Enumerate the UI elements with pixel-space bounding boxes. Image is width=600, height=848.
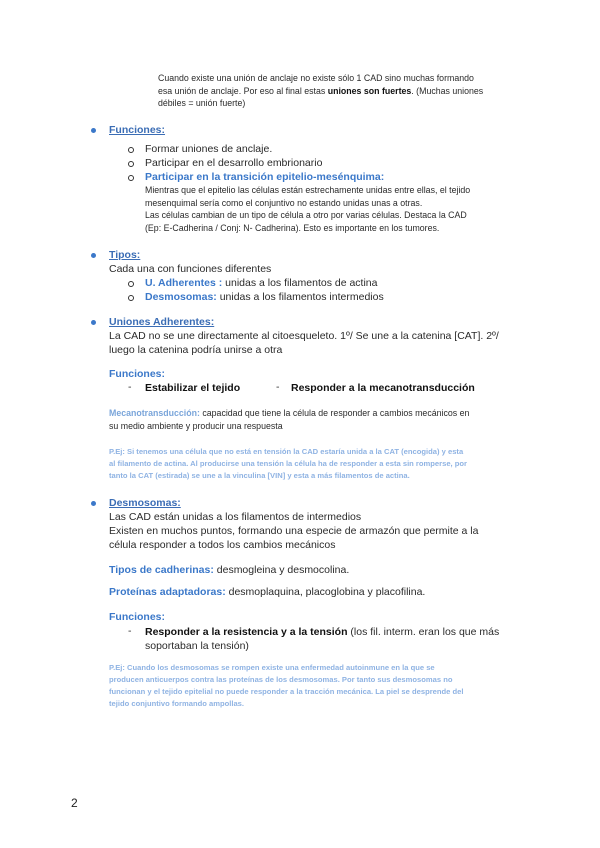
desmosomas-line-2: Existen en muchos puntos, formando una especie de armazón que permite a la: [109, 525, 479, 537]
example-line: tejido conjuntivo formando ampollas.: [109, 699, 245, 708]
dash-bullet: -: [128, 381, 132, 393]
desmosomas-paragraph: [109, 510, 549, 552]
cadherinas-label: Tipos de cadherinas:: [109, 564, 214, 576]
example-line: P.Ej: Cuando los desmosomas se rompen existe una enfermedad autoinmune en la que se: [109, 663, 435, 672]
intro-line-2: esa unión de anclaje. Por eso al final estas uniones son fuertes. (Muchas uniones: [158, 85, 484, 96]
intro-bold-text: uniones son fuertes: [327, 85, 412, 96]
intro-line-3: débiles = unión fuerte): [158, 98, 246, 108]
funciones-emt-title: Participar en la transición epitelio-mesénquima:: [145, 171, 385, 183]
funciones-heading: Funciones:: [109, 124, 166, 136]
adherentes-func-1: Estabilizar el tejido: [145, 382, 241, 394]
funciones-item-1: Formar uniones de anclaje.: [145, 143, 273, 155]
adherentes-funciones-heading: Funciones:: [109, 368, 166, 380]
mec-line-2: su medio ambiente y producir una respuesta: [109, 420, 283, 431]
proteinas-line: Proteínas adaptadoras: desmoplaquina, placoglobina y placofilina.: [109, 586, 426, 598]
emt-line: (Ep: E-Cadherina / Conj: N- Cadherina). Esto es importante en los tumores.: [145, 222, 440, 233]
desmosomas-line-3: célula responder a todos los cambios mecánicos: [109, 539, 336, 551]
adherentes-line-1: La CAD no se une directamente al citoesqueleto. 1º/ Se une a la catenina [CAT]. 2º/: [109, 330, 499, 342]
circle-bullet-icon: [128, 281, 134, 287]
funciones-emt-text: [145, 184, 545, 234]
adherentes-paragraph: [109, 329, 549, 357]
cadherinas-line: Tipos de cadherinas: desmogleina y desmocolina.: [109, 564, 350, 576]
emt-line: Las células cambian de un tipo de célula a otro por varias células. Destaca la CAD: [145, 210, 467, 220]
mec-label: Mecanotransducción:: [109, 408, 200, 418]
bullet-icon: [91, 253, 96, 258]
desmosomas-funciones-heading: Funciones:: [109, 611, 166, 623]
mec-line-1: Mecanotransducción: capacidad que tiene la célula de responder a cambios mecánicos en: [109, 408, 470, 418]
desmosomas-example: [109, 662, 559, 710]
circle-bullet-icon: [128, 295, 134, 301]
tipos-item-1-label: U. Adherentes :: [145, 277, 223, 289]
adherentes-line-2: luego la catenina podría unirse a otra: [109, 344, 283, 356]
desmosomas-func-1-bold: Responder a la resistencia y a la tensión: [145, 626, 348, 638]
adherentes-func-2: Responder a la mecanotransducción: [291, 382, 475, 394]
example-line: al filamento de actina. Al producirse una tensión la célula ha de responder a esta sin romperse, por: [109, 459, 467, 468]
bullet-icon: [91, 320, 96, 325]
mecanotransduccion-paragraph: [109, 407, 549, 432]
intro-line-1: Cuando existe una unión de anclaje no existe sólo 1 CAD sino muchas formando: [158, 73, 474, 83]
example-line: tanto la CAT (estirada) se une a la vinculina [VIN] y esta a más filamentos de actina.: [109, 471, 410, 480]
dash-bullet: -: [128, 625, 132, 637]
circle-bullet-icon: [128, 147, 134, 153]
proteinas-label: Proteínas adaptadoras:: [109, 586, 226, 598]
funciones-item-2: Participar en el desarrollo embrionario: [145, 157, 323, 169]
emt-line: Mientras que el epitelio las células están estrechamente unidas entre ellas, el tejido: [145, 185, 471, 195]
tipos-intro: Cada una con funciones diferentes: [109, 263, 272, 275]
intro-paragraph: [158, 72, 538, 110]
example-line: funcionan y el tejido epitelial no puede responder a la tracción mecánica. La piel se desprende del: [109, 687, 464, 696]
bullet-icon: [91, 501, 96, 506]
circle-bullet-icon: [128, 161, 134, 167]
example-line: producen anticuerpos contra las proteínas de los desmosomas. Por tanto sus desmosomas no: [109, 675, 453, 684]
page-number: 2: [71, 796, 78, 810]
tipos-item-2: Desmosomas: unidas a los filamentos intermedios: [145, 291, 384, 303]
emt-line: mesenquimal sería como el conjuntivo no estando unidas unas a otras.: [145, 197, 423, 208]
desmosomas-func-1: Responder a la resistencia y a la tensión (los fil. interm. eran los que más soportaban la tensión): [145, 625, 545, 653]
example-line: P.Ej: Si tenemos una célula que no está en tensión la CAD estaría unida a la CAT (encogida) y esta: [109, 447, 464, 456]
dash-bullet: -: [276, 381, 280, 393]
desmosomas-heading: Desmosomas:: [109, 497, 181, 509]
tipos-item-1: U. Adherentes : unidas a los filamentos de actina: [145, 277, 378, 289]
adherentes-example: [109, 446, 559, 482]
desmosomas-func-1-line-2: soportaban la tensión): [145, 640, 249, 652]
desmosomas-line-1: Las CAD están unidas a los filamentos de intermedios: [109, 511, 362, 523]
adherentes-heading: Uniones Adherentes:: [109, 316, 215, 328]
bullet-icon: [91, 128, 96, 133]
tipos-item-2-label: Desmosomas:: [145, 291, 217, 303]
circle-bullet-icon: [128, 175, 134, 181]
tipos-heading: Tipos:: [109, 249, 141, 261]
